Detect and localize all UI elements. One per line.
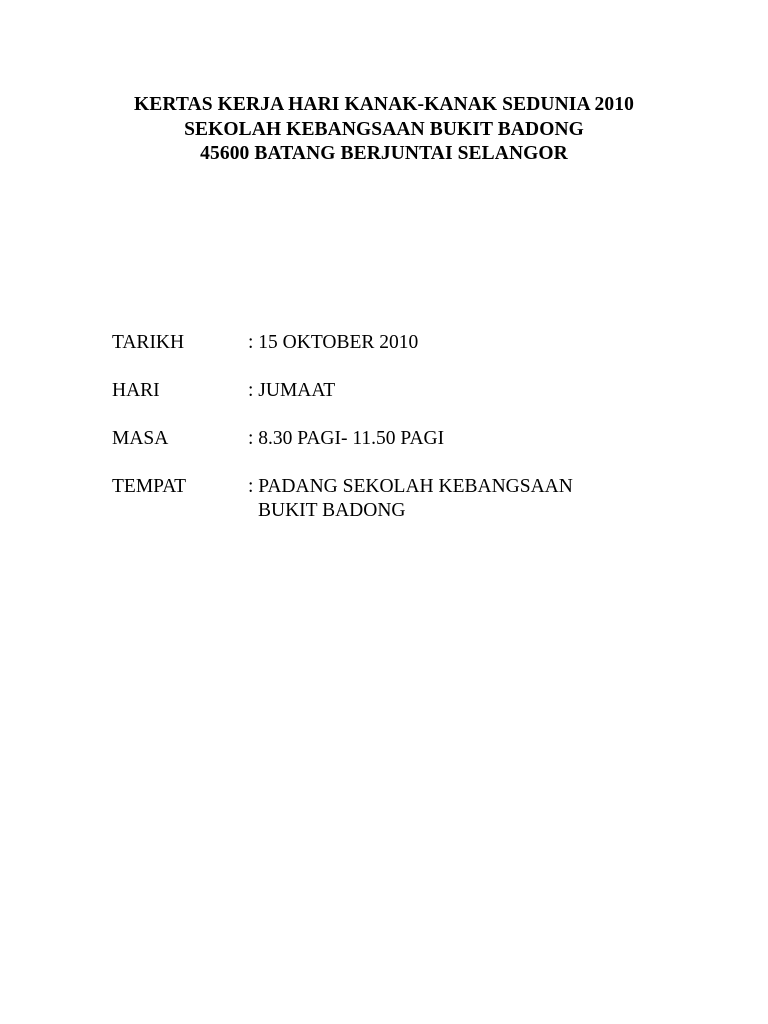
- event-details: [112, 331, 712, 547]
- detail-row-day: [112, 379, 712, 403]
- title-line-3: 45600 BATANG BERJUNTAI SELANGOR: [200, 143, 568, 164]
- day-label: HARI: [112, 380, 160, 401]
- venue-value-continuation: BUKIT BADONG: [258, 500, 406, 521]
- date-value: : 15 OKTOBER 2010: [248, 332, 419, 353]
- time-value: : 8.30 PAGI- 11.50 PAGI: [248, 428, 445, 449]
- day-value: : JUMAAT: [248, 380, 336, 401]
- venue-label: TEMPAT: [112, 476, 187, 497]
- detail-row-venue: [112, 475, 712, 523]
- title-line-2: SEKOLAH KEBANGSAAN BUKIT BADONG: [184, 118, 584, 140]
- detail-row-date: [112, 331, 712, 355]
- date-label: TARIKH: [112, 332, 185, 353]
- time-label: MASA: [112, 428, 169, 449]
- venue-value-wrap: [248, 475, 573, 523]
- venue-value: : PADANG SEKOLAH KEBANGSAAN: [248, 476, 573, 497]
- title-line-1: KERTAS KERJA HARI KANAK-KANAK SEDUNIA 2010: [134, 94, 634, 115]
- detail-row-time: [112, 427, 712, 451]
- document-header: [0, 93, 768, 167]
